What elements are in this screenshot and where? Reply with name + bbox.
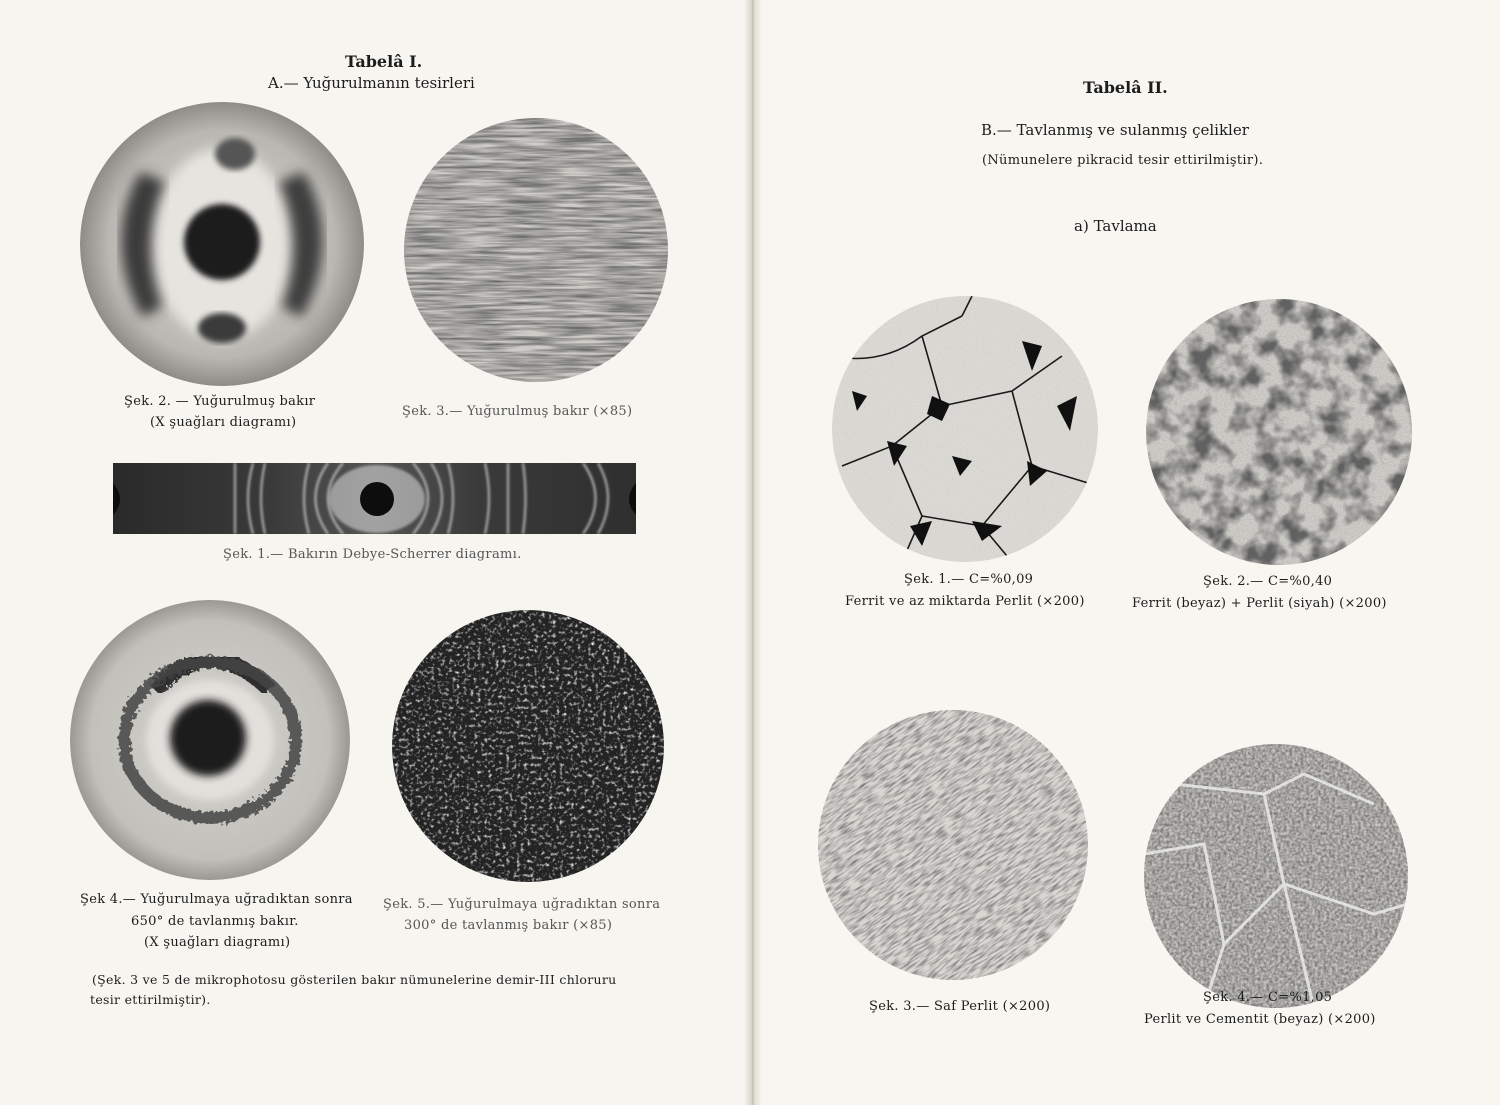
figure-1-debye-scherrer-strip [113, 463, 636, 534]
figure-4-caption-line-2: 650° de tavlanmış bakır. [131, 914, 299, 929]
figure-4-pearlite-cementite-micrograph [1144, 744, 1408, 1008]
figure-4-caption-line-3: (X şuağları diagramı) [144, 935, 291, 950]
figure-3-micrograph [404, 118, 668, 382]
right-page-subsection-heading: a) Tavlama [1074, 217, 1157, 235]
figure-4-right-caption-line-2: Perlit ve Cementit (beyaz) (×200) [1144, 1012, 1376, 1027]
footnote-line-2: tesir ettirilmiştir). [90, 992, 211, 1007]
right-page-title: Tabelâ II. [1083, 78, 1168, 97]
book-spine [744, 0, 762, 1105]
figure-1-caption: Şek. 1.— Bakırın Debye-Scherrer diagramı. [223, 547, 522, 562]
footnote-line-1: (Şek. 3 ve 5 de mikrophotosu gösterilen bakır nümunelerine demir-III chloruru [92, 972, 617, 987]
figure-4-caption-line-1: Şek 4.— Yuğurulmaya uğradıktan sonra [80, 892, 353, 907]
figure-2-ferrite-pearlite-micrograph [1146, 299, 1412, 565]
figure-5-micrograph [392, 610, 664, 882]
figure-3-right-caption: Şek. 3.— Saf Perlit (×200) [869, 999, 1051, 1014]
figure-2-xray-diagram [80, 102, 364, 386]
figure-2-right-caption-line-1: Şek. 2.— C=%0,40 [1203, 574, 1333, 589]
figure-5-caption-line-2: 300° de tavlanmış bakır (×85) [404, 918, 613, 933]
figure-2-caption-line-1: Şek. 2. — Yuğurulmuş bakır [124, 394, 316, 409]
left-page-title: Tabelâ I. [345, 52, 423, 71]
figure-1-right-caption-line-1: Şek. 1.— C=%0,09 [904, 572, 1034, 587]
figure-4-right-caption-line-1: Şek. 4.— C=%1,05 [1203, 990, 1333, 1005]
right-page-note: (Nümunelere pikracid tesir ettirilmiştir). [982, 153, 1264, 168]
figure-1-right-caption-line-2: Ferrit ve az miktarda Perlit (×200) [845, 594, 1085, 609]
figure-1-ferrite-micrograph [832, 296, 1098, 562]
figure-2-caption-line-2: (X şuağları diagramı) [150, 415, 297, 430]
figure-5-caption-line-1: Şek. 5.— Yuğurulmaya uğradıktan sonra [383, 897, 661, 912]
right-page-section-heading: B.— Tavlanmış ve sulanmış çelikler [981, 121, 1249, 139]
figure-3-pearlite-micrograph [818, 710, 1088, 980]
figure-2-right-caption-line-2: Ferrit (beyaz) + Perlit (siyah) (×200) [1132, 596, 1387, 611]
figure-3-caption: Şek. 3.— Yuğurulmuş bakır (×85) [402, 404, 633, 419]
left-page-section-heading: A.— Yuğurulmanın tesirleri [268, 74, 475, 92]
figure-4-xray-diagram [70, 600, 350, 880]
